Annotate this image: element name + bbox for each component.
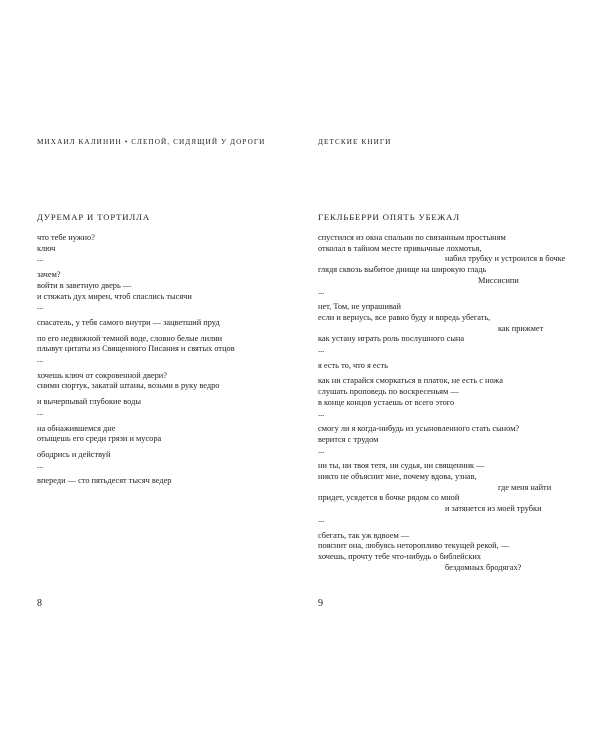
stanza <box>37 233 292 265</box>
poem-line: как устану играть роль послушного сына <box>318 334 465 344</box>
poem-line: я есть то, что я есть <box>318 360 388 370</box>
poem-line: смогу ли я когда-нибудь из усыновленного стать сыном? <box>318 424 520 434</box>
poem-line: ... <box>37 254 44 264</box>
page-number-right: 9 <box>318 598 323 609</box>
poem-line: придет, усядется в бочке рядом со мной <box>318 493 460 503</box>
poem-line: отыщешь его среди грязи и мусора <box>37 434 162 444</box>
stanza <box>37 270 292 313</box>
poem-title-right: ГЕКЛЬБЕРРИ ОПЯТЬ УБЕЖАЛ <box>318 212 460 222</box>
poem-line: хочешь ключ от сокровенной двери? <box>37 370 167 380</box>
poem-line: войти в заветную дверь — <box>37 280 132 290</box>
poem-line: ... <box>37 407 44 417</box>
poem-title-left: ДУРЕМАР И ТОРТИЛЛА <box>37 212 150 222</box>
running-head-right: ДЕТСКИЕ КНИГИ <box>318 138 392 146</box>
poem-line: бездомных бродягах? <box>445 562 522 572</box>
poem-line: ключ <box>37 243 56 253</box>
poem-line: ободрись и действуй <box>37 449 111 459</box>
poem-line: хочешь, прочту тебе что-нибудь о библейских <box>318 551 482 561</box>
poem-line: по его недвижной темной воде, словно белые лилии <box>37 333 223 343</box>
poem-line: Миссисипи <box>478 275 519 285</box>
poem-line: ... <box>318 286 325 296</box>
page-number-left: 8 <box>37 598 42 609</box>
poem-line: верится с трудом <box>318 434 379 444</box>
poem-line: нет, Том, не упрашивай <box>318 302 401 312</box>
poem-line: и стяжать дух мирен, чтоб спаслись тысячи <box>37 291 192 301</box>
stanza <box>37 318 292 329</box>
stanza <box>318 424 580 456</box>
stanza <box>37 450 292 471</box>
poem-line: слушать проповедь по воскресеньям — <box>318 387 459 397</box>
poem-line: ... <box>37 355 44 365</box>
poem-line: зачем? <box>37 270 61 280</box>
stanza <box>318 302 580 356</box>
stanza <box>318 361 580 372</box>
stanza <box>37 334 292 366</box>
poem-line: если и вернусь, все равно буду и впредь убегать, <box>318 312 491 322</box>
poem-line: никто не объяснит мне, почему вдова, узнав, <box>318 472 477 482</box>
poem-line: и затянется из моей трубки <box>445 504 542 514</box>
poem-line: отколал в тайном месте привычные лохмотья, <box>318 243 482 253</box>
poem-line: спустился из окна спальни по связанным простыням <box>318 233 506 242</box>
stanza <box>318 376 580 419</box>
poem-line: где меня найти <box>498 482 552 492</box>
poem-line: как ни старайся сморкаться в платок, не есть с ножа <box>318 376 503 386</box>
stanza <box>318 233 580 297</box>
stanza <box>318 461 580 525</box>
poem-line: ... <box>318 408 325 418</box>
poem-line: и вычерпывай глубокие воды <box>37 397 141 407</box>
poem-line: что тебе нужно? <box>37 233 95 242</box>
poem-line: ... <box>318 345 325 355</box>
poem-line: на обнажившемся дне <box>37 423 116 433</box>
poem-line: в конце концов устаешь от всего этого <box>318 397 455 407</box>
poem-line: ... <box>37 460 44 470</box>
poem-body-left <box>37 233 292 492</box>
poem-body-right <box>318 233 580 578</box>
poem-line: впереди — сто пятьдесят тысяч ведер <box>37 476 172 486</box>
poem-line: набил трубку и устроился в бочке <box>445 254 566 264</box>
poem-line: ни ты, ни твоя тетя, ни судья, ни священник — <box>318 461 485 471</box>
poem-line: сбегать, так уж вдвоем — <box>318 530 410 540</box>
poem-line: сними сюртук, закатай штаны, возьми в руку ведро <box>37 381 220 391</box>
poem-line: глядя сквозь выбитое днище на широкую гладь <box>318 265 487 275</box>
poem-line: плывут цитаты из Священного Писания и святых отцов <box>37 344 235 354</box>
stanza <box>318 531 580 574</box>
stanza <box>37 397 292 418</box>
stanza <box>37 371 292 392</box>
poem-line: ... <box>37 302 44 312</box>
poem-line: спасатель, у тебя самого внутри — зацветший пруд <box>37 317 220 327</box>
poem-line: как прижмет <box>498 323 544 333</box>
running-head-left: МИХАИЛ КАЛИНИН • СЛЕПОЙ, СИДЯЩИЙ У ДОРОГИ <box>37 138 266 146</box>
poem-line: пояснит она, любуясь неторопливо текущей рекой, — <box>318 541 510 551</box>
stanza <box>37 424 292 445</box>
poem-line: ... <box>318 445 325 455</box>
stanza <box>37 476 292 487</box>
poem-line: ... <box>318 514 325 524</box>
